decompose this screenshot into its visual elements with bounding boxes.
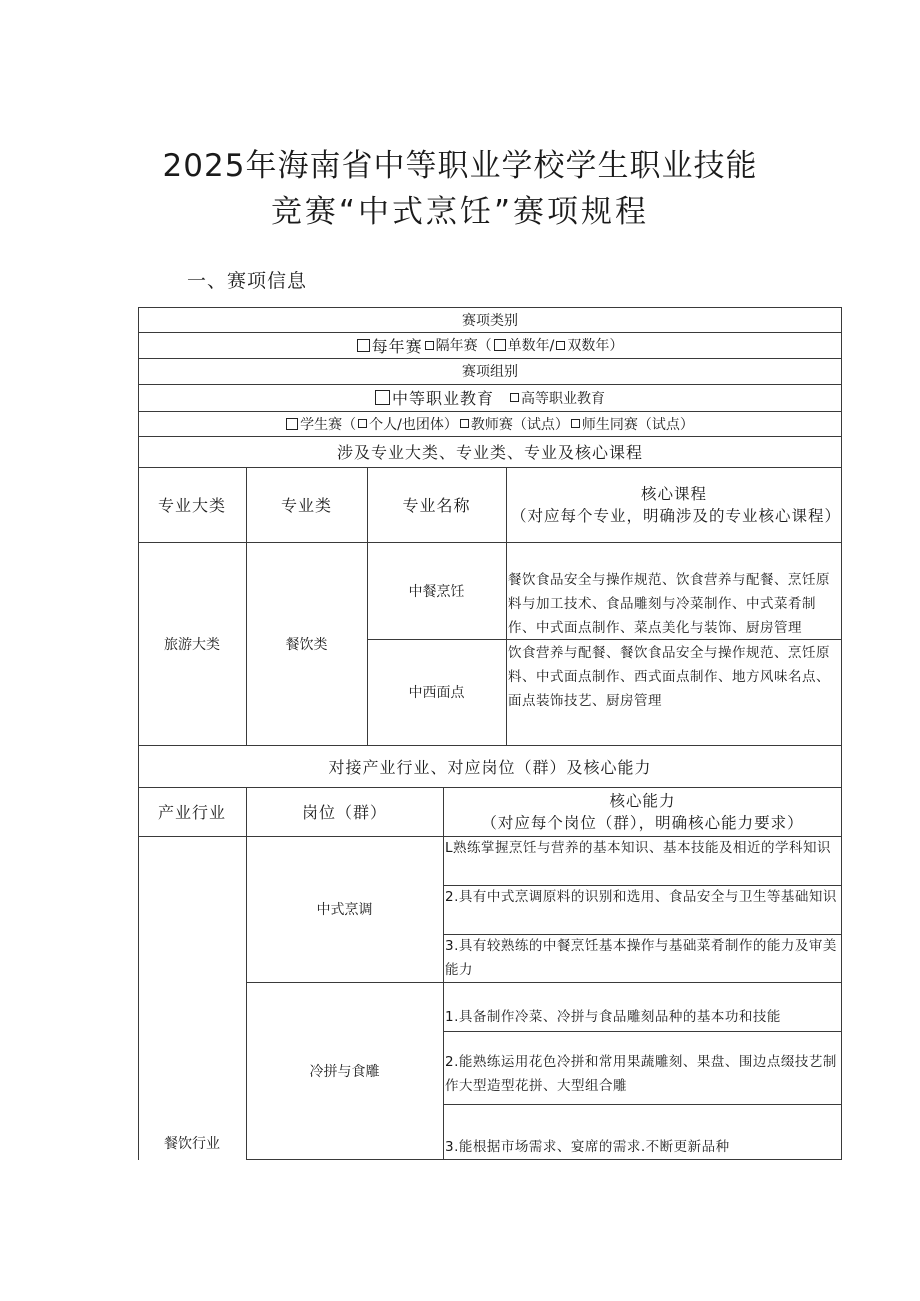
competition-info-table xyxy=(138,307,842,1160)
col-major-category: 专业大类 xyxy=(157,496,226,515)
ability-cooking-1: L熟练掌握烹饪与营养的基本知识、基本技能及相近的学科知识 xyxy=(445,840,832,856)
col-core-ability-title: 核心能力 xyxy=(609,791,676,810)
col-industry: 产业行业 xyxy=(157,803,226,822)
group-header: 赛项组别 xyxy=(462,364,518,380)
type-options xyxy=(138,411,842,436)
ability-carving-2: 2.能熟练运用花色冷拼和常用果蔬雕刻、果盘、围边点缀技艺制作大型造型花拼、大型组合雕 xyxy=(445,1053,837,1094)
option-teacher-student-label: 师生同赛（试点） xyxy=(581,416,694,433)
checkbox-teacher-student[interactable] xyxy=(571,419,580,428)
ability-cooking-3: 3.具有较熟练的中餐烹饪基本操作与基础菜肴制作的能力及审美能力 xyxy=(445,938,837,978)
checkbox-student[interactable] xyxy=(286,418,298,430)
option-odd-year-label: 单数年/ xyxy=(507,338,555,354)
major-name-cooking: 中餐烹饪 xyxy=(408,583,465,600)
option-yearly-label: 每年赛 xyxy=(371,336,423,356)
option-team-label: 也团体） xyxy=(401,416,458,433)
col-major-name: 专业名称 xyxy=(402,496,471,515)
ability-carving-1: 1.具备制作冷菜、冷拼与食品雕刻品种的基本功和技能 xyxy=(445,1008,781,1025)
industry-header: 对接产业行业、对应岗位（群）及核心能力 xyxy=(328,757,652,777)
checkbox-individual[interactable] xyxy=(358,419,367,428)
checkbox-teacher[interactable] xyxy=(460,419,469,428)
category-options xyxy=(138,332,842,358)
document-title-line-2: 竞赛“中式烹饪”赛项规程 xyxy=(270,194,650,230)
option-alternate-label: 隔年赛（ xyxy=(435,338,492,354)
checkbox-even-year[interactable] xyxy=(556,341,565,350)
option-student-label: 学生赛（ xyxy=(300,416,357,433)
checkbox-alternate[interactable] xyxy=(425,341,434,350)
industry-value: 餐饮行业 xyxy=(164,1136,220,1152)
col-core-courses xyxy=(506,467,842,542)
checkbox-yearly[interactable] xyxy=(357,339,370,352)
col-major-class: 专业类 xyxy=(280,496,332,515)
col-core-ability-note: （对应每个岗位（群），明确核心能力要求） xyxy=(481,813,804,832)
position-cold-dish-carving: 冷拼与食雕 xyxy=(309,1063,380,1080)
option-secondary-label: 中等职业教育 xyxy=(391,389,494,408)
document-title-line-1: 2025年海南省中等职业学校学生职业技能 xyxy=(162,148,758,184)
category-header: 赛项类别 xyxy=(462,312,518,329)
major-category-value: 旅游大类 xyxy=(164,636,220,653)
major-class-value: 餐饮类 xyxy=(285,636,328,653)
checkbox-higher[interactable] xyxy=(510,393,519,402)
option-teacher-label: 教师赛（试点） xyxy=(470,416,569,433)
majors-header: 涉及专业大类、专业类、专业及核心课程 xyxy=(336,443,643,462)
checkbox-secondary[interactable] xyxy=(375,390,390,405)
ability-carving-3: 3.能根据市场需求、宴席的需求.不断更新品种 xyxy=(445,1138,730,1155)
section-heading: 一、赛项信息 xyxy=(187,270,308,292)
ability-cooking-2: 2.具有中式烹调原料的识别和选用、食品安全与卫生等基础知识 xyxy=(445,889,837,905)
col-core-ability xyxy=(443,787,842,836)
group-options xyxy=(138,384,842,411)
checkbox-odd-year[interactable] xyxy=(494,339,506,351)
major-courses-cooking: 餐饮食品安全与操作规范、饮食营养与配餐、烹饪原料与加工技术、食品雕刻与冷菜制作、中式菜肴制作、中式面点制作、菜点美化与装饰、厨房管理 xyxy=(508,572,830,636)
option-even-year-label: 双数年） xyxy=(567,338,624,354)
major-name-pastry: 中西面点 xyxy=(408,685,465,701)
major-courses-pastry: 饮食营养与配餐、餐饮食品安全与操作规范、烹饪原料、中式面点制作、西式面点制作、地方风味名点、面点装饰技艺、厨房管理 xyxy=(508,645,830,709)
option-individual-label: 个人/ xyxy=(369,416,402,433)
option-higher-label: 高等职业教育 xyxy=(521,390,605,407)
position-chinese-cooking: 中式烹调 xyxy=(316,902,373,918)
col-position: 岗位（群） xyxy=(301,803,387,822)
col-core-courses-title: 核心课程 xyxy=(640,484,707,503)
col-core-courses-note: （对应每个专业，明确涉及的专业核心课程） xyxy=(510,506,841,525)
